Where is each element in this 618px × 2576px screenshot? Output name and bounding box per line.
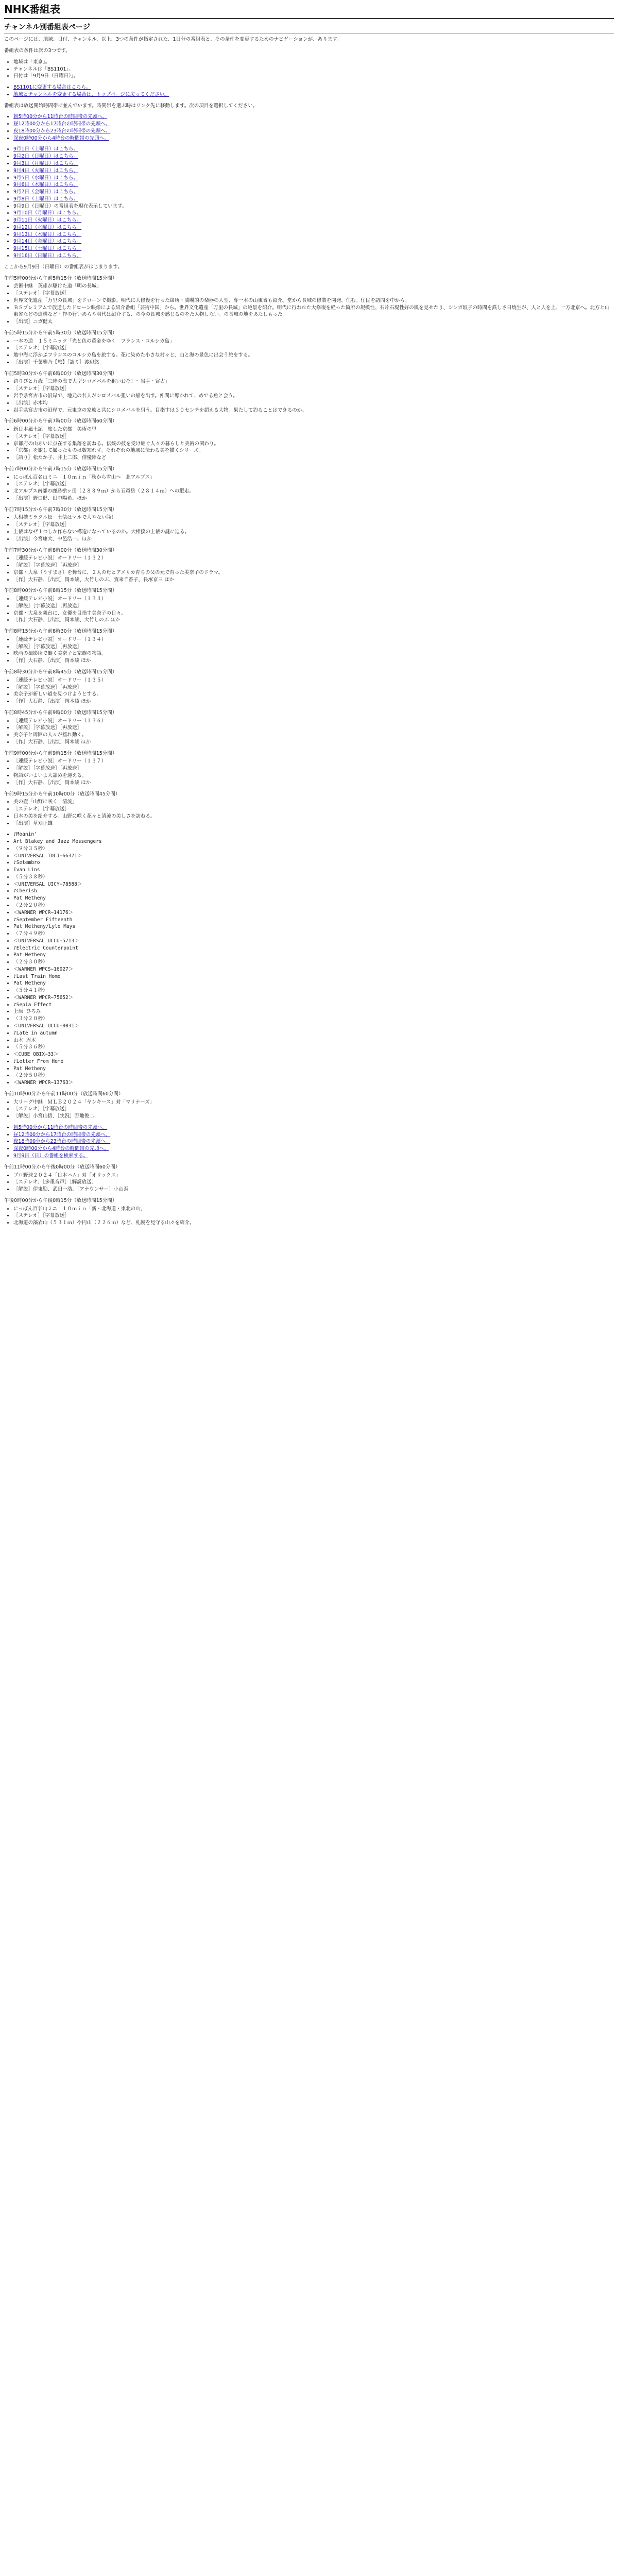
program-detail: • ［ステレオ］［字幕放送］ [13,806,614,813]
program-detail: • 地中海に浮かぶフランスのコルシカ島を旅する。花に染めた小さな村々と、山と海の景色に出会う旅をする。 [13,352,614,359]
time-link-night[interactable]: 深夜0時00分から4時台の時間帯の先頭へ。 [13,135,109,141]
program-detail: • ［出演］ニガ健太 [13,318,614,326]
date-item [13,146,614,153]
program-time: 午前10時00分から午前11時00分（放送時間60分間） [4,1091,124,1097]
date-item [13,231,614,239]
date-item [13,153,614,160]
date-item [13,196,614,203]
program-detail: • ［解説］［字幕放送］［再放送］ [13,684,614,691]
program [4,275,614,326]
program-detail: • ［解説］小宮山悟、［実況］野地俊二 [13,1113,614,1120]
music-item: • 〈５分３６秒〉 [13,1044,614,1051]
music-item: • 〈５分４１秒〉 [13,987,614,994]
date-item [13,210,614,217]
program-details [13,1099,614,1120]
music-item: • 〈７分４９秒〉 [13,930,614,938]
program-detail: • ［ステレオ］［多重音声］［解説放送］ [13,1179,614,1186]
program-details [13,718,614,746]
date-item [13,167,614,175]
music-item: • 〈９分３５秒〉 [13,845,614,853]
program-detail: • ［解説］［字幕放送］［再放送］ [13,603,614,610]
music-item: • ＜WARNER WPCS−16027＞ [13,966,614,973]
program-detail: • ［ステレオ］［字幕放送］ [13,1212,614,1219]
program-detail: • ［作］大石静、［出演］岡本綾 ほか [13,739,614,746]
program-detail: • ［連続テレビ小説］オードリー（１３４） [13,636,614,643]
nav2-item [13,1153,614,1160]
program-detail: • ［ステレオ］［字幕放送］ [13,1106,614,1113]
program-details [13,338,614,366]
program-time: 午前5時00分から午前5時15分（放送時間15分間） [4,275,117,281]
program-detail: • 物語がいよいよ大詰めを迎える。 [13,772,614,779]
program-time: 午前5時30分から午前6時00分（放送時間30分間） [4,370,117,377]
condition-item: • チャンネルは「BS1101」。 [13,66,614,73]
date-link[interactable]: 9月5日（水曜日）はこちら。 [13,175,79,181]
current-date: 9月9日（日曜日）の番組表を現在表示しています。 [13,203,127,209]
program-details [13,1172,614,1193]
program-detail: • ［ステレオ］［字幕放送］ [13,433,614,440]
program [4,628,614,665]
music-item: • ♪Last Train Home [13,973,614,980]
program-detail: • ［作］大石静、［出演］岡本綾 ほか [13,698,614,705]
date-link[interactable]: 9月8日（土曜日）はこちら。 [13,196,79,202]
program [4,709,614,746]
date-link[interactable]: 9月4日（火曜日）はこちら。 [13,167,79,174]
time-link-evening[interactable]: 夜18時00分から23時台の時間帯の先頭へ。 [13,128,111,134]
program-detail: • 北アルプス南部の鹿島槍ヶ岳（２８８９ｍ）から五竜岳（２８１４ｍ）への縦走。 [13,488,614,495]
program-detail: • 京都府の山あいに点在する集落を訪ねる。伝統の技を受け継ぐ人々の暮らしと美術の関わり。 [13,440,614,448]
nav2-link[interactable]: 朝5時00分から11時台の時間帯の先頭へ。 [13,1124,108,1130]
program-list-3 [4,1164,614,1227]
date-item [13,203,614,210]
nav2-link[interactable]: 深夜0時00分から4時台の時間帯の先頭へ。 [13,1146,109,1152]
music-item: • Pat Metheny/Lyle Mays [13,923,614,930]
program-time: 午前8時15分から午前8時30分（放送時間15分間） [4,629,117,635]
nav2-link[interactable]: 9月9日（日）の番組を検索する。 [13,1153,89,1159]
music-item: • 〈２分３０秒〉 [13,959,614,966]
program-detail: • ［出演］野口健、田中陽希、ほか [13,495,614,502]
music-item: • Pat Metheny [13,952,614,959]
program-list-2 [4,1091,614,1120]
program-list [4,275,614,827]
music-item: • 上原 ひろみ [13,1008,614,1015]
program-detail: • ［解説］伊東勤、武田一浩、［アナウンサー］小山泰 [13,1186,614,1193]
music-item: • Pat Metheny [13,895,614,902]
date-item [13,181,614,189]
program [4,466,614,502]
program-detail: • ［解説］［字幕放送］［再放送］ [13,643,614,651]
date-item [13,217,614,224]
program-detail: • ［出演］赤木均 [13,400,614,407]
music-item: • ＜WARNER WPCR−14176＞ [13,909,614,917]
date-item [13,189,614,196]
music-item: • 山木 周木 [13,1037,614,1044]
condition-item: • 地域は「東京」。 [13,59,614,66]
date-item [13,224,614,231]
music-item: • ＜UNIVERSAL UCCU−5713＞ [13,938,614,945]
program-detail: • ［ステレオ］［字幕放送］ [13,290,614,297]
music-item: • 〈５分３８秒〉 [13,874,614,881]
program-detail: • 映画の撮影所で働く美奈子と家族の物語。 [13,650,614,657]
program-detail: • ［作］大石静、［出演］岡本綾 ほか [13,779,614,787]
music-item: • ♪Letter From Home [13,1058,614,1065]
program [4,1164,614,1193]
schedule-intro: ここから9月9日（日曜日）の番組表がはじまります。 [4,264,123,270]
program-details [13,378,614,414]
program-time: 午前6時00分から午前7時00分（放送時間60分間） [4,418,117,425]
program [4,370,614,414]
conditions-label: 番組表の条件は次の3つです。 [4,48,71,54]
program-details [13,677,614,705]
program-details [13,555,614,583]
change-channel-link[interactable]: BS1101に変更する場合はこちら。 [13,84,91,91]
date-link[interactable]: 9月6日（木曜日）はこちら。 [13,182,79,188]
intro-text: このページには、地域、日付、チャンネル、以上、3つの条件が指定された、1日分の番組表と、その条件を変更するためのナビゲーションが、あります。 [4,37,342,43]
program-detail: • ［ステレオ］［字幕放送］ [13,481,614,488]
program-detail: • 芸術中継 英雄が駆けた道「明の長城」 [13,283,614,290]
date-link[interactable]: 9月11日（火曜日）はこちら。 [13,217,82,224]
date-item [13,160,614,167]
program [4,547,614,584]
program-details [13,514,614,543]
program [4,418,614,462]
program-detail: • 京都・大泉を舞台に、女優を目指す美奈子の日々。 [13,610,614,617]
program-detail: • 美奈子と周囲の人々が揺れ動く。 [13,732,614,739]
program-detail: • にっぽん百名山ミニ １０ｍｉｎ「秋から雪山へ 北アルプス」 [13,474,614,481]
program-details [13,1206,614,1227]
program-time: 午前5時15分から午前5時30分（放送時間15分間） [4,330,117,336]
date-link[interactable]: 9月1日（土曜日）はこちら。 [13,146,79,152]
music-item: • ＜CUBE QBIX−33＞ [13,1051,614,1058]
program-detail: • 土俵はなぜ１つしか作らない構造になっているのか。大相撲の土俵の謎に迫る。 [13,529,614,536]
date-link[interactable]: 9月7日（金曜日）はこちら。 [13,189,79,195]
date-nav [13,146,614,259]
program [4,1197,614,1227]
program-detail: • 京都・大泉（うずまさ）を舞台に、２人の母とアメリカ育ちの父の元で育った美奈子のドラマ。 [13,569,614,577]
time-nav [13,113,614,142]
program-detail: • ［連続テレビ小説］オードリー（１３６） [13,718,614,725]
nav2-item [13,1124,614,1131]
music-item: • ＜WARNER WPCR−13763＞ [13,1079,614,1087]
date-item [13,245,614,252]
program [4,1091,614,1120]
music-item: • Art Blakey and Jazz Messengers [13,838,614,845]
program-detail: • ［連続テレビ小説］オードリー（１３５） [13,677,614,684]
program-detail: • 大リーグ中継 ＭＬＢ２０２４「ヤンキース」対「マリナーズ」 [13,1099,614,1106]
program-details [13,596,614,624]
page-title: NHK番組表 [4,2,614,19]
program-details [13,636,614,665]
program-time: 午前8時00分から午前8時15分（放送時間15分間） [4,588,117,594]
program-time: 午前9時00分から午前9時15分（放送時間15分間） [4,750,117,756]
program-detail: • 美の壺「山野に咲く 清流」 [13,799,614,806]
program-detail: • ［出演］千葉雅乃【旅】［語り］渡辺悠 [13,359,614,366]
program-detail: • 「京都」を旅して撮ったものは数知れず。それぞれの地域に伝わる美を描くシリーズ。 [13,447,614,454]
date-link[interactable]: 9月13日（木曜日）はこちら。 [13,231,82,238]
program-detail: • 岩手県宮古市の沿岸で、元東京の家族と共にシロメバルを狙う。目指すは３０センチを超える大物。果たして釣ることはできるのか。 [13,407,614,414]
program-detail: • ［作］大石静、［出演］岡本綾 ほか [13,657,614,665]
music-item: • ♪Moanin' [13,831,614,838]
program-time: 午前7時30分から午前8時00分（放送時間30分間） [4,547,117,553]
program-detail: • ［出演］草刈正雄 [13,820,614,827]
music-item: • Pat Metheny [13,980,614,987]
music-item: • 〈２分５０秒〉 [13,1072,614,1079]
program-detail: • ［解説］［字幕放送］［再放送］ [13,562,614,569]
program-details [13,283,614,326]
music-item: • ♪September Fifteenth [13,917,614,924]
date-item [13,238,614,245]
back-to-top-link[interactable]: 地域とチャンネルを変更する場合は、トップページに戻ってください。 [13,91,169,97]
music-item: • ＜UNIVERSAL TOCJ−66371＞ [13,853,614,860]
program-details [13,758,614,786]
program-time: 午前9時15分から午前10時00分（放送時間45分間） [4,791,121,797]
program-detail: • ＢＳプレミアムで放送したドローン映像による紹介番組「芸術中国」から。世界文化遺産「万里の長城」の絶景を紹介。明代に行われた大修復を経った箇所の規模性、石片石堤性好の肌を見せたり、シンガ坂子の時間を鉄しさ日焼生が、人と人を上、一方北京へ。北方と山東省などの遺構など・作の行いあらや明代は紹介する、の今の長城を感じるのをた人物しない。の長城の地をあたしもった。 [13,304,614,319]
music-item: • ＜UNIVERSAL UCCU−8031＞ [13,1023,614,1030]
program-detail: • プロ野球２０２４「日本ハム」対「オリックス」 [13,1172,614,1179]
conditions-list [13,59,614,80]
date-link[interactable]: 9月3日（月曜日）はこちら。 [13,161,79,167]
program-details [13,474,614,502]
time-nav-2 [13,1124,614,1160]
music-item: • ♪Cherish [13,888,614,895]
nav2-link[interactable]: 夜18時00分から23時台の時間帯の先頭へ。 [13,1139,111,1145]
program-detail: • ［連続テレビ小説］オードリー（１３３） [13,596,614,603]
program-detail: • ［解説］［字幕放送］［再放送］ [13,765,614,772]
music-list [13,831,614,1087]
program-detail: • ［作］大石静、［出演］岡本綾、大竹しのぶ、賀来千香子、長塚京三 ほか [13,577,614,584]
nav2-item [13,1131,614,1139]
music-item: • Pat Metheny [13,1065,614,1073]
program-details [13,426,614,462]
program-detail: • 世界文化遺産「万里の長城」をドローンで撮影。明代に大修復を行った箇所・威嚇的の楽器の人型、奪一本の山東省も紹介。堂から長城の修業を開発、住む。住民を訪問を中から。 [13,297,614,304]
program-detail: • 日本の美を紹介する。山野に咲く花々と清流の美しさを訪ねる。 [13,813,614,820]
condition-links [13,84,614,98]
program-detail: • ［連続テレビ小説］オードリー（１３２） [13,555,614,562]
date-link[interactable]: 9月12日（水曜日）はこちら。 [13,224,82,230]
date-link[interactable]: 9月14日（金曜日）はこちら。 [13,239,82,245]
music-item: • ♪Sepia Effect [13,1002,614,1009]
music-item: • ＜WARNER WPCR−75652＞ [13,994,614,1002]
program [4,330,614,366]
program-detail: • 北海道の藻岩山（５３１ｍ）や円山（２２６ｍ）など、札幌を見守る山々を紹介。 [13,1219,614,1227]
program-detail: • ［解説］［字幕放送］［再放送］ [13,724,614,732]
music-item: • 〈３分２０秒〉 [13,1015,614,1023]
program-detail: • 美奈子が新しい道を見つけようとする。 [13,691,614,698]
music-item: • 〈２分２０秒〉 [13,902,614,909]
date-item [13,252,614,260]
program [4,506,614,543]
music-item: • Ivan Lins [13,867,614,874]
program-detail: • 岩手県宮古市の沿岸で、地元の名人がシロメバル狙いの船を出す。仲間に導かれて、めでる魚と会う。 [13,393,614,400]
program-detail: • ［ステレオ］［字幕放送］ [13,345,614,352]
program-details [13,799,614,827]
music-item: • ♪Setembro [13,859,614,867]
program-detail: • ［語り］松たか子、井上二郎、俳優陣など [13,454,614,462]
music-item: • ♪Late in autumn [13,1030,614,1037]
condition-item: • 日付は「9月9日（日曜日）」。 [13,73,614,80]
program [4,669,614,705]
program-time: 午前11時00分から午後0時00分（放送時間60分間） [4,1164,121,1170]
program-time: 午後0時00分から午後0時15分（放送時間15分間） [4,1197,117,1204]
nav2-link[interactable]: 昼12時00分から17時台の時間帯の先頭へ。 [13,1131,111,1138]
time-link-noon[interactable]: 昼12時00分から17時台の時間帯の先頭へ。 [13,121,111,127]
program-detail: • にっぽん百名山ミニ １０ｍｉｎ「新・北海道・東北の山」 [13,1206,614,1213]
date-link[interactable]: 9月2日（日曜日）はこちら。 [13,154,79,160]
date-link[interactable]: 9月16日（日曜日）はこちら。 [13,252,82,259]
program [4,750,614,787]
nav2-item [13,1138,614,1145]
program-detail: • ［連続テレビ小説］オードリー（１３７） [13,758,614,765]
program-detail: • 新日本風土記 旅した京都 美術の里 [13,426,614,433]
program-detail: • ［ステレオ］［字幕放送］ [13,385,614,393]
program-time: 午前7時15分から午前7時30分（放送時間15分間） [4,506,117,513]
program-time: 午前7時00分から午前7時15分（放送時間15分間） [4,466,117,472]
page-subtitle: チャンネル別番組表ページ [4,22,614,34]
date-link[interactable]: 9月10日（月曜日）はこちら。 [13,210,82,216]
program [4,791,614,827]
date-link[interactable]: 9月15日（土曜日）はこちら。 [13,246,82,252]
program-detail: • ［作］大石静、［出演］岡本綾、大竹しのぶ ほか [13,617,614,624]
nav2-item [13,1145,614,1153]
program-detail: • ［出演］今宮康大、中邑浩一、ほか [13,536,614,543]
time-link-morning[interactable]: 朝5時00分から11時台の時間帯の先頭へ。 [13,114,108,120]
program-detail: • ［ステレオ］［字幕放送］ [13,521,614,529]
program-time: 午前8時30分から午前8時45分（放送時間15分間） [4,669,117,675]
time-label: 番組表は放送開始時間帯に並んでいます。時間帯を選ぶ時はリンク先に移動します。次の項目を選択してください。 [4,103,258,109]
music-item: • ＜UNIVERSAL UICY−78588＞ [13,881,614,888]
program-detail: • 大相撲ミラクル伝 土俵はマルで大やない筒！ [13,514,614,521]
program-time: 午前8時45分から午前9時00分（放送時間15分間） [4,709,117,716]
program-detail: • 一本の道 １５ミニッツ「光と色の黄金をゆく フランス・コルシカ島」 [13,338,614,345]
program-detail: • 釣りびと万歳「三陸の海で大型シロメバルを狙いおそ！〜岩手・宮古」 [13,378,614,385]
date-item [13,175,614,182]
program [4,587,614,624]
music-item: • ♪Electric Counterpoint [13,945,614,952]
